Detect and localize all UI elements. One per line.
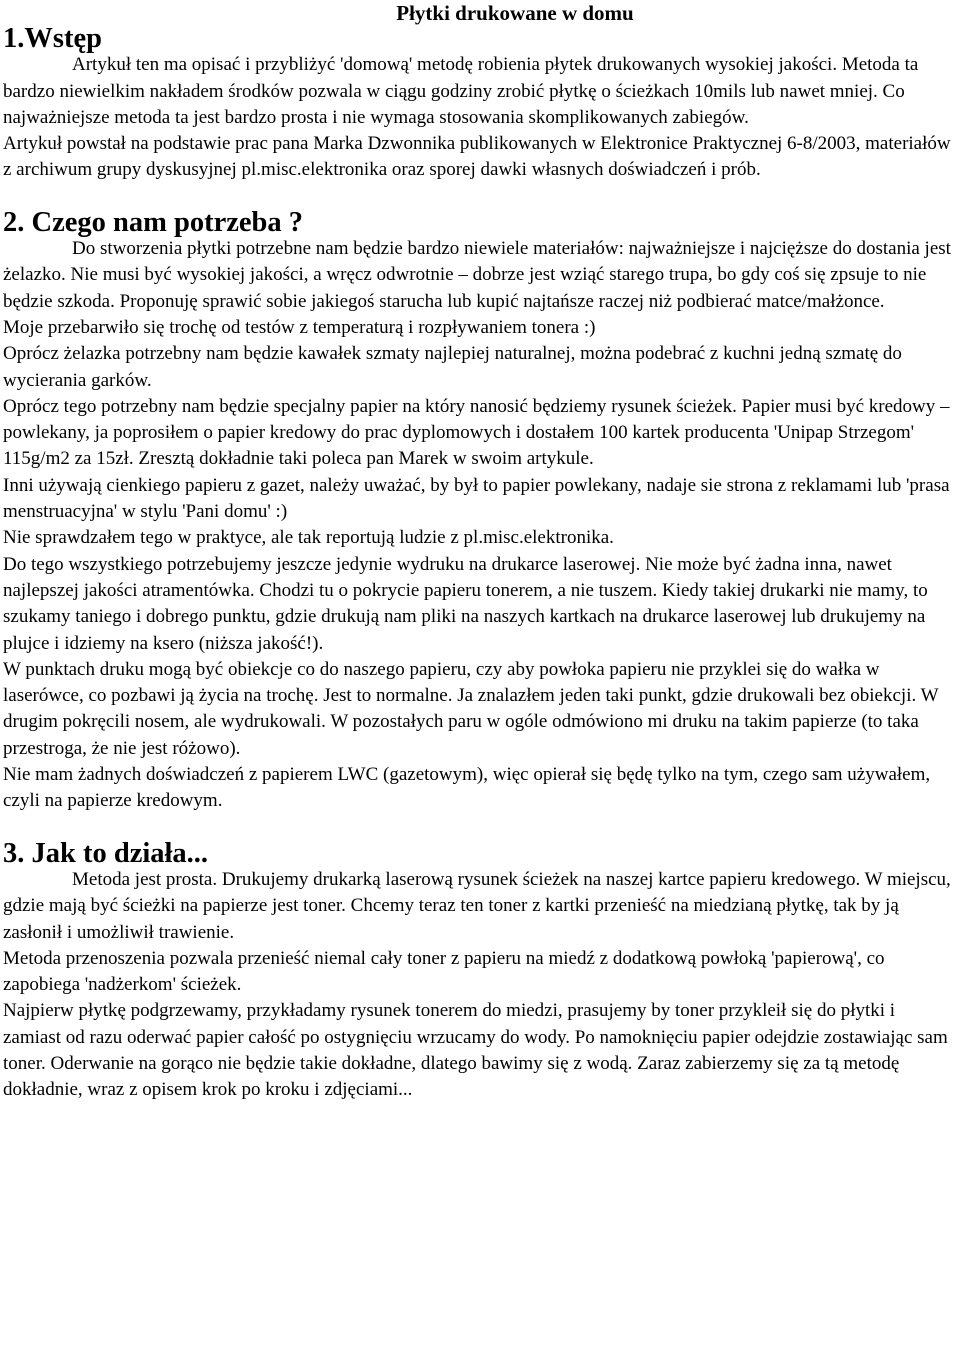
document-page [3, 0, 957, 1104]
paragraph: Nie sprawdzałem tego w praktyce, ale tak reportują ludzie z pl.misc.elektronika. [3, 527, 614, 549]
paragraph: Inni używają cienkiego papieru z gazet, należy uważać, by był to papier powlekany, nadaje sie strona z reklamami lub 'prasa menstruacyjna' w stylu 'Pani domu' :) [3, 474, 950, 523]
section-heading: 2. Czego nam potrzeba ? [3, 206, 303, 238]
section-spacer [3, 815, 957, 841]
section-heading: 1.Wstęp [3, 23, 102, 54]
section-requirements [3, 206, 957, 815]
paragraph: Do tego wszystkiego potrzebujemy jeszcze jedynie wydruku na drukarce laserowej. Nie może być żadna inna, nawet najlepszej jakości atramentówka. Chodzi tu o pokrycie papieru tonerem, a nie tuszem. Kiedy takiej drukarki nie mamy, to szukamy taniego i dobrego punktu, gdzie drukują nam pliki na naszych kartkach na drukarce laserowej lub drukujemy na plujce i idziemy na ksero (niższa jakość!). [3, 553, 928, 654]
paragraph: Oprócz żelazka potrzebny nam będzie kawałek szmaty najlepiej naturalnej, można podebrać z kuchni jedną szmatę do wycierania garków. [3, 343, 902, 391]
paragraph: Metoda jest prosta. Drukujemy drukarką laserową rysunek ścieżek na naszej kartce papieru kredowego. W miejscu, gdzie mają być ścieżki na papierze jest toner. Chcemy teraz ten toner z kartki przenieść na miedzianą płytkę, tak by ją zasłonił i umożliwił trawienie. [3, 868, 951, 943]
paragraph: Artykuł ten ma opisać i przybliżyć 'domową' metodę robienia płytek drukowanych wysokiej jakości. Metoda ta bardzo niewielkim nakładem środków pozwala w ciągu godziny zrobić płytkę o ścieżkach 10mils lub nawet mniej. Co najważniejsze metoda ta jest bardzo prosta i nie wymaga stosowania skomplikowanych zabiegów. [3, 54, 919, 128]
document-title: Płytki drukowane w domu [396, 1, 634, 25]
paragraph: Nie mam żadnych doświadczeń z papierem LWC (gazetowym), więc opierał się będę tylko na tym, czego sam używałem, czyli na papierze kredowym. [3, 764, 931, 812]
section-introduction [3, 23, 957, 184]
section-spacer [3, 184, 957, 210]
paragraph: W punktach druku mogą być obiekcje co do naszego papieru, czy aby powłoka papieru nie przyklei się do wałka w laserówce, co pozbawi ją życia na trochę. Jest to normalne. Ja znalazłem jeden taki punkt, gdzie drukowali bez obiekcji. W drugim pokręcili nosem, ale wydrukowali. W pozostałych paru w ogóle odmówiono mi druku na takim papierze (to taka przestroga, że nie jest różowo). [3, 658, 939, 759]
section-how-it-works [3, 837, 957, 1104]
paragraph: Metoda przenoszenia pozwala przenieść niemal cały toner z papieru na miedź z dodatkową powłoką 'papierową', co zapobiega 'nadżerkom' ścieżek. [3, 947, 885, 996]
paragraph: Artykuł powstał na podstawie prac pana Marka Dzwonnika publikowanych w Elektronice Praktycznej 6-8/2003, materiałów z archiwum grupy dyskusyjnej pl.misc.elektronika oraz sporej dawki własnych doświadczeń i prób. [3, 133, 951, 181]
paragraph: Oprócz tego potrzebny nam będzie specjalny papier na który nanosić będziemy rysunek ścieżek. Papier musi być kredowy – powlekany, ja poprosiłem o papier kredowy do prac dyplomowych i dostałem 100 kartek producenta 'Unipap Strzegom' 115g/m2 za 15zł. Zresztą dokładnie taki poleca pan Marek w swoim artykule. [3, 395, 950, 470]
section-heading: 3. Jak to działa... [3, 837, 209, 869]
paragraph: Do stworzenia płytki potrzebne nam będzie bardzo niewiele materiałów: najważniejsze i najcięższe do dostania jest żelazko. Nie musi być wysokiej jakości, a wręcz odwrotnie – dobrze jest wziąć starego trupa, bo gdy coś się zpsuje to nie będzie szkoda. Proponuję sprawić sobie jakiegoś starucha lub kupić najtańsze raczej niż podbierać matce/małżonce. [3, 238, 951, 312]
paragraph: Moje przebarwiło się trochę od testów z temperaturą i rozpływaniem tonera :) [3, 316, 596, 338]
paragraph: Najpierw płytkę podgrzewamy, przykładamy rysunek tonerem do miedzi, prasujemy by toner przykleił się do płytki i zamiast od razu oderwać papier całość po ostygnięciu wrzucamy do wody. Po namoknięciu papier odejdzie zostawiając sam toner. Oderwanie na gorąco nie będzie takie dokładne, dlatego bawimy się z wodą. Zaraz zabierzemy się za tą metodę dokładnie, wraz z opisem krok po kroku i zdjęciami... [3, 1000, 948, 1101]
